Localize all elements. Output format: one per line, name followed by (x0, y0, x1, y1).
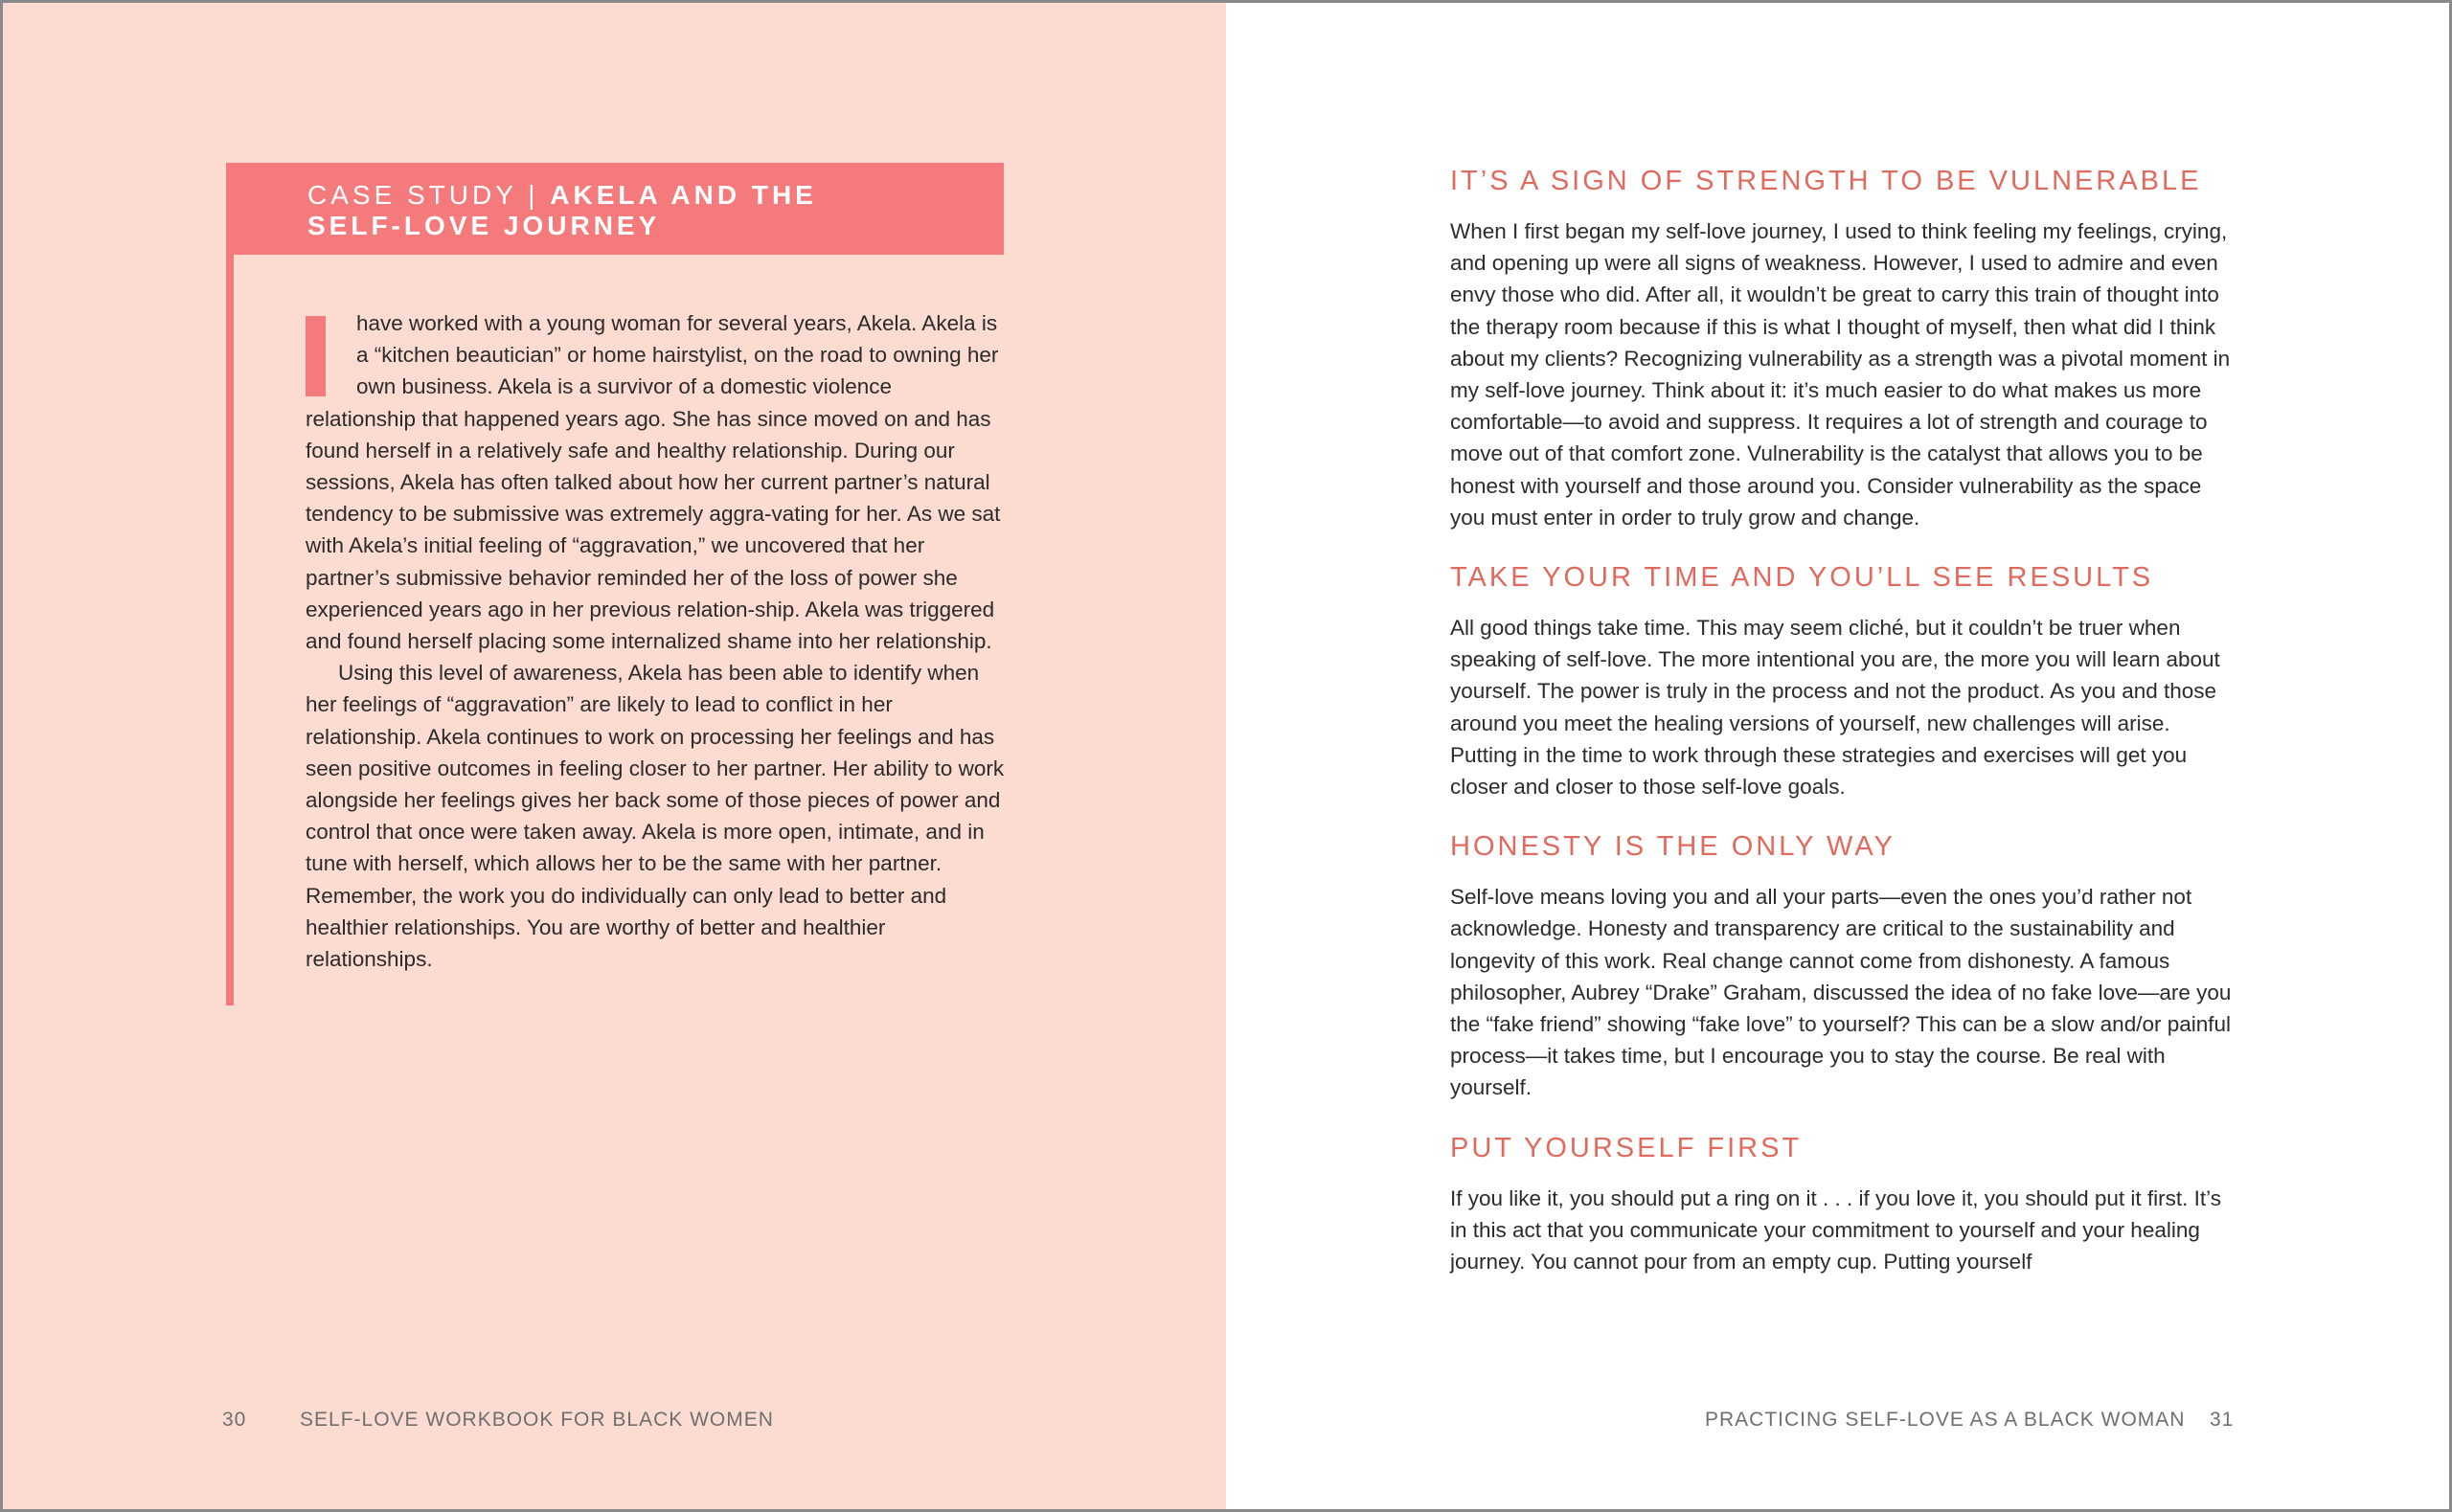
case-study-side-bar (226, 255, 234, 1005)
section-heading-put-yourself-first: PUT YOURSELF FIRST (1450, 1132, 1803, 1163)
case-study-paragraph-2: Using this level of awareness, Akela has been able to identify when her feelings of “aggravation” are likely to lead to conflict in her relationship. Akela continues to work on processing her feelings and has seen positive outcomes in feeling closer to her partner. Her ability to work alongside her feelings gives her back some of those pieces of power and control that once were taken away. Akela is more open, intimate, and in tune with herself, which allows her to be the same with her partner. Remember, the work you do individually can only lead to better and healthier relationships. You are worthy of better and healthier relationships. (306, 661, 1005, 972)
right-page (1226, 3, 2449, 1509)
section-body-vulnerable: When I first began my self-love journey, I used to think feeling my feelings, crying, and opening up were all signs of weakness. However, I used to admire and even envy those who did. After all, it wouldn’t be great to carry this train of thought into the therapy room because if this is what I thought of myself, then what did I think about my clients? Recognizing vulnerability as a strength was a pivotal moment in my self-love journey. Think about it: it’s much easier to do what makes us more comfortable—to avoid and suppress. It requires a lot of strength and courage to move out of that comfort zone. Vulnerability is the catalyst that allows you to be honest with yourself and those around you. Consider vulnerability as the space you must enter in order to truly grow and change. (1450, 219, 2231, 530)
case-study-title-part2: SELF-LOVE JOURNEY (307, 211, 661, 240)
case-study-paragraph-1-text: have worked with a young woman for several years, Akela. Akela is a “kitchen beautician” or home hairstylist, on the road to owning her own business. Akela is a survivor of a domestic violence relationship that happened years ago. She has since moved on and has found herself in a relatively safe and healthy relationship. During our sessions, Akela has often talked about how her current partner’s natural tendency to be submissive was extremely aggra-vating for her. As we sat with Akela’s initial feeling of “aggravation,” we uncovered that her partner’s submissive behavior reminded her of the loss of power she experienced years ago in her previous relation-ship. Akela was triggered and found herself placing some internalized shame into her relationship. (306, 311, 1001, 654)
right-running-title: PRACTICING SELF-LOVE AS A BLACK WOMAN (1705, 1409, 2186, 1431)
left-page-number: 30 (222, 1409, 247, 1431)
book-spread (3, 3, 2449, 1509)
section-heading-honesty: HONESTY IS THE ONLY WAY (1450, 831, 1896, 863)
case-study-paragraph-1 (306, 307, 1005, 657)
case-study-title-line1 (307, 180, 1004, 211)
section-heading-vulnerable: IT’S A SIGN OF STRENGTH TO BE VULNERABLE (1450, 166, 2202, 196)
section-body-honesty: Self-love means loving you and all your parts—even the ones you’d rather not acknowledge. Honesty and transparency are critical to the sustainability and longevity of this work. Real change cannot come from dishonesty. A famous philosopher, Aubrey “Drake” Graham, discussed the idea of no fake love—are you the “fake friend” showing “fake love” to yourself? This can be a slow and/or painful process—it takes time, but I encourage you to stay the course. Be real with yourself. (1450, 885, 2232, 1100)
right-page-content (1450, 162, 2236, 1302)
section-body-put-yourself-first: If you like it, you should put a ring on it . . . if you love it, you should put it first. It’s in this act that you communicate your commitment to yourself and your healing journey. You cannot pour from an empty cup. Putting yourself (1450, 1185, 2221, 1275)
case-study-header (226, 163, 1004, 255)
case-study-label: CASE STUDY | (307, 180, 551, 210)
case-study-title-part1: AKELA AND THE (550, 180, 817, 210)
case-study-body (306, 307, 1005, 975)
left-page (3, 3, 1226, 1509)
left-running-title: SELF-LOVE WORKBOOK FOR BLACK WOMEN (300, 1409, 774, 1431)
right-page-number: 31 (2210, 1409, 2235, 1431)
section-body-take-your-time: All good things take time. This may seem cliché, but it couldn’t be truer when speaking of self-love. The more intentional you are, the more you will learn about yourself. The power is truly in the process and not the product. As you and those around you meet the healing versions of yourself, new challenges will arise. Putting in the time to work through these strategies and exercises will get you closer and closer to those self-love goals. (1450, 616, 2220, 800)
drop-cap-i (306, 316, 326, 396)
section-heading-take-your-time: TAKE YOUR TIME AND YOU’LL SEE RESULTS (1450, 562, 2154, 594)
